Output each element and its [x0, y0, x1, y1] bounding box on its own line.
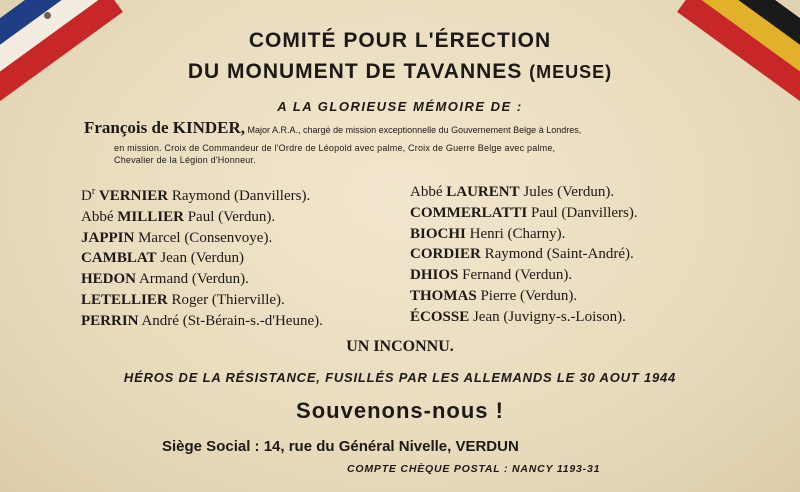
name-entry: [410, 203, 638, 224]
entry-surname: CORDIER: [410, 246, 481, 263]
pin-hole: [44, 12, 51, 19]
entry-surname: PERRIN: [81, 312, 139, 329]
entry-place: (Danvillers).: [233, 188, 311, 204]
entry-surname: VERNIER: [98, 188, 169, 204]
names-column-right: [410, 182, 638, 328]
entry-surname: DHIOS: [410, 267, 459, 284]
name-entry: [410, 244, 638, 265]
remember-slogan: Souvenons-nous !: [296, 398, 504, 423]
entry-first-name: Paul: [530, 204, 558, 221]
entry-place: (Verdun).: [515, 267, 573, 284]
entry-place: (Saint-André).: [546, 246, 634, 263]
entry-place: (Consenvoye).: [184, 229, 273, 246]
name-entry: [81, 311, 323, 332]
heroes-line: HÉROS DE LA RÉSISTANCE, FUSILLÉS PAR LES ALLEMANDS LE 30 AOUT 1944: [123, 370, 677, 385]
name-entry: [81, 290, 323, 311]
entry-place: (Verdun).: [520, 287, 578, 304]
entry-first-name: Henri: [469, 225, 504, 242]
entry-surname: LAURENT: [446, 184, 520, 200]
entry-first-name: Raymond: [171, 188, 231, 204]
entry-place: (Juvigny-s.-Loison).: [503, 308, 626, 325]
entry-first-name: Pierre: [480, 287, 517, 304]
department-name: (MEUSE): [529, 62, 613, 82]
entry-first-name: Raymond: [484, 246, 543, 263]
entry-first-name: André: [141, 312, 179, 329]
name-entry: [81, 269, 323, 290]
postal-account: COMPTE CHÈQUE POSTAL : NANCY 1193-31: [347, 463, 601, 475]
prefix-superscript: r: [91, 186, 96, 197]
entry-first-name: Roger: [171, 291, 209, 308]
entry-surname: BIOCHI: [410, 225, 466, 242]
name-entry: [410, 265, 638, 286]
kinder-name: François de KINDER,: [84, 118, 246, 137]
entry-place: (Verdun).: [218, 208, 276, 225]
name-entry: [410, 182, 638, 203]
name-entry: [81, 228, 323, 249]
entry-surname: THOMAS: [410, 287, 477, 304]
entry-surname: LETELLIER: [81, 291, 168, 308]
name-entry: [410, 307, 638, 328]
entry-place: (Thierville).: [211, 291, 285, 308]
entry-surname: JAPPIN: [81, 229, 135, 246]
entry-surname: COMMERLATTI: [410, 204, 528, 221]
entry-surname: HEDON: [81, 271, 137, 288]
entry-surname: MILLIER: [117, 208, 184, 225]
committee-title: COMITÉ POUR L'ÉRECTION: [248, 29, 552, 52]
names-column-left: [81, 182, 323, 332]
name-entry: [410, 286, 638, 307]
entry-place: (Verdun).: [557, 184, 615, 200]
entry-prefix: $D^r$: [81, 186, 96, 204]
entry-prefix: Abbé: [81, 208, 114, 225]
name-entry: [81, 182, 323, 207]
entry-place: (Verdun): [190, 250, 245, 267]
entry-place: (Danvillers).: [561, 204, 638, 221]
entry-surname: CAMBLAT: [81, 250, 157, 267]
entry-first-name: Jean: [472, 308, 500, 325]
kinder-title: Major A.R.A., chargé de mission exceptionnelle du Gouvernement Belge à Londres,: [245, 125, 582, 135]
kinder-entry: [84, 118, 724, 166]
entry-prefix: Abbé: [410, 184, 443, 200]
head-office-address: Siège Social : 14, rue du Général Nivelle, VERDUN: [162, 438, 519, 455]
entry-place: (Verdun).: [191, 271, 249, 288]
name-entry: [81, 207, 323, 228]
entry-first-name: Fernand: [462, 267, 512, 284]
kinder-line1: [84, 118, 724, 142]
entry-place: (Charny).: [507, 225, 566, 242]
entry-first-name: Paul: [187, 208, 215, 225]
kinder-line2: en mission. Croix de Commandeur de l'Ordre de Léopold avec palme, Croix de Guerre Belge avec palme,: [114, 143, 556, 153]
kinder-line3: Chevalier de la Légion d'Honneur.: [114, 155, 256, 165]
entry-first-name: Armand: [138, 271, 189, 288]
entry-place: (St-Bérain-s.-d'Heune).: [182, 312, 323, 329]
name-entry: [410, 224, 638, 245]
entry-first-name: Marcel: [138, 229, 181, 246]
unknown-victim: UN INCONNU.: [346, 338, 454, 355]
entry-surname: ÉCOSSE: [410, 308, 470, 325]
name-entry: [81, 248, 323, 269]
dedication-line: A LA GLORIEUSE MÉMOIRE DE :: [277, 99, 523, 114]
entry-first-name: Jules: [523, 184, 554, 200]
monument-title: DU MONUMENT DE TAVANNES (MEUSE): [187, 60, 613, 83]
entry-first-name: Jean: [160, 250, 187, 267]
